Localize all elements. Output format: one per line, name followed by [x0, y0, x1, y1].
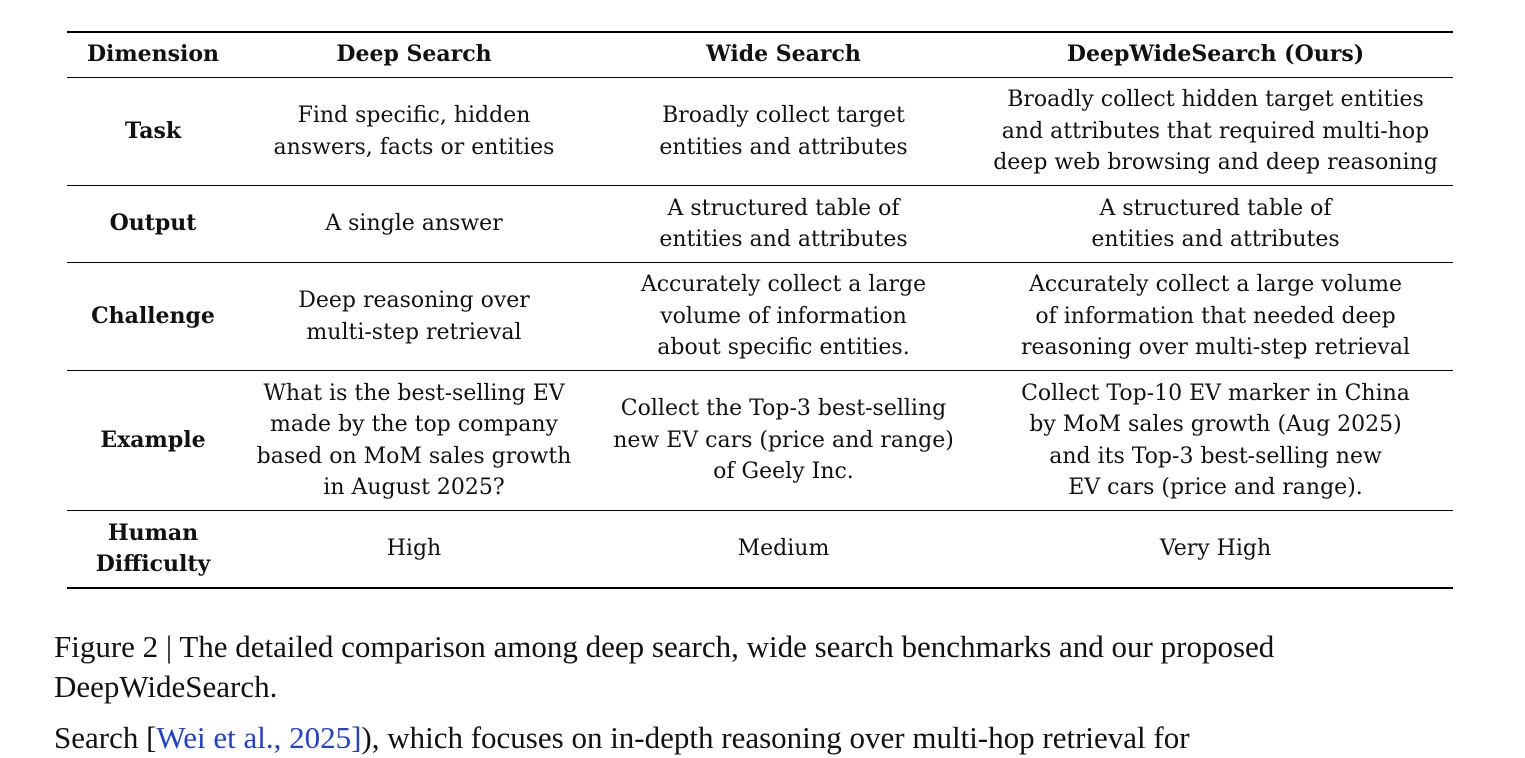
table-row	[67, 263, 1453, 371]
cell-deepwidesearch: A structured table of entities and attributes	[1091, 195, 1340, 252]
header-deep-search: Deep Search	[336, 41, 492, 68]
table-header-row	[67, 32, 1453, 78]
table-row	[67, 78, 1453, 186]
cell-wide-search: A structured table of entities and attributes	[659, 195, 908, 252]
citation-link[interactable]: Wei et al., 2025]	[156, 720, 362, 755]
row-label-example: Example	[100, 426, 206, 453]
row-label-output: Output	[109, 210, 197, 237]
table-row	[67, 371, 1453, 511]
cell-deep-search: High	[386, 536, 442, 562]
figure-caption: Figure 2 | The detailed comparison among deep search, wide search benchmarks and our proposed DeepWideSearch.	[54, 629, 1275, 704]
cell-deep-search: Deep reasoning over multi-step retrieval	[298, 288, 530, 345]
body-text-suffix: ), which focuses on in-depth reasoning over multi-hop retrieval for	[361, 720, 1190, 755]
row-label-challenge: Challenge	[91, 302, 215, 329]
header-dimension: Dimension	[86, 41, 220, 68]
body-text-line	[54, 718, 1494, 758]
row-label-human-difficulty: Human Difficulty	[95, 519, 211, 577]
cell-deep-search: Find specific, hidden answers, facts or entities	[273, 103, 555, 160]
cell-deepwidesearch: Very High	[1159, 536, 1272, 562]
cell-wide-search: Collect the Top-3 best-selling new EV cars (price and range) of Geely Inc.	[613, 396, 954, 485]
comparison-table	[67, 31, 1453, 589]
header-deepwidesearch: DeepWideSearch (Ours)	[1066, 41, 1365, 68]
cell-deepwidesearch: Collect Top-10 EV marker in China by MoM sales growth (Aug 2025) and its Top-3 best-selling new EV cars (price and range).	[1021, 380, 1410, 500]
header-wide-search: Wide Search	[706, 41, 861, 68]
body-text-prefix: Search [	[54, 720, 157, 755]
row-label-task: Task	[124, 117, 182, 144]
cell-wide-search: Broadly collect target entities and attributes	[659, 103, 908, 160]
cell-wide-search: Accurately collect a large volume of information about specific entities.	[640, 272, 927, 361]
cell-deep-search: What is the best-selling EV made by the top company based on MoM sales growth in August 2025?	[256, 380, 572, 500]
cell-deepwidesearch: Broadly collect hidden target entities and attributes that required multi-hop deep web browsing and deep reasoning	[993, 87, 1438, 176]
cell-deep-search: A single answer	[325, 211, 503, 237]
cell-deepwidesearch: Accurately collect a large volume of information that needed deep reasoning over multi-step retrieval	[1021, 272, 1410, 361]
table-row	[67, 186, 1453, 263]
cell-wide-search: Medium	[737, 536, 830, 562]
table-row	[67, 511, 1453, 589]
